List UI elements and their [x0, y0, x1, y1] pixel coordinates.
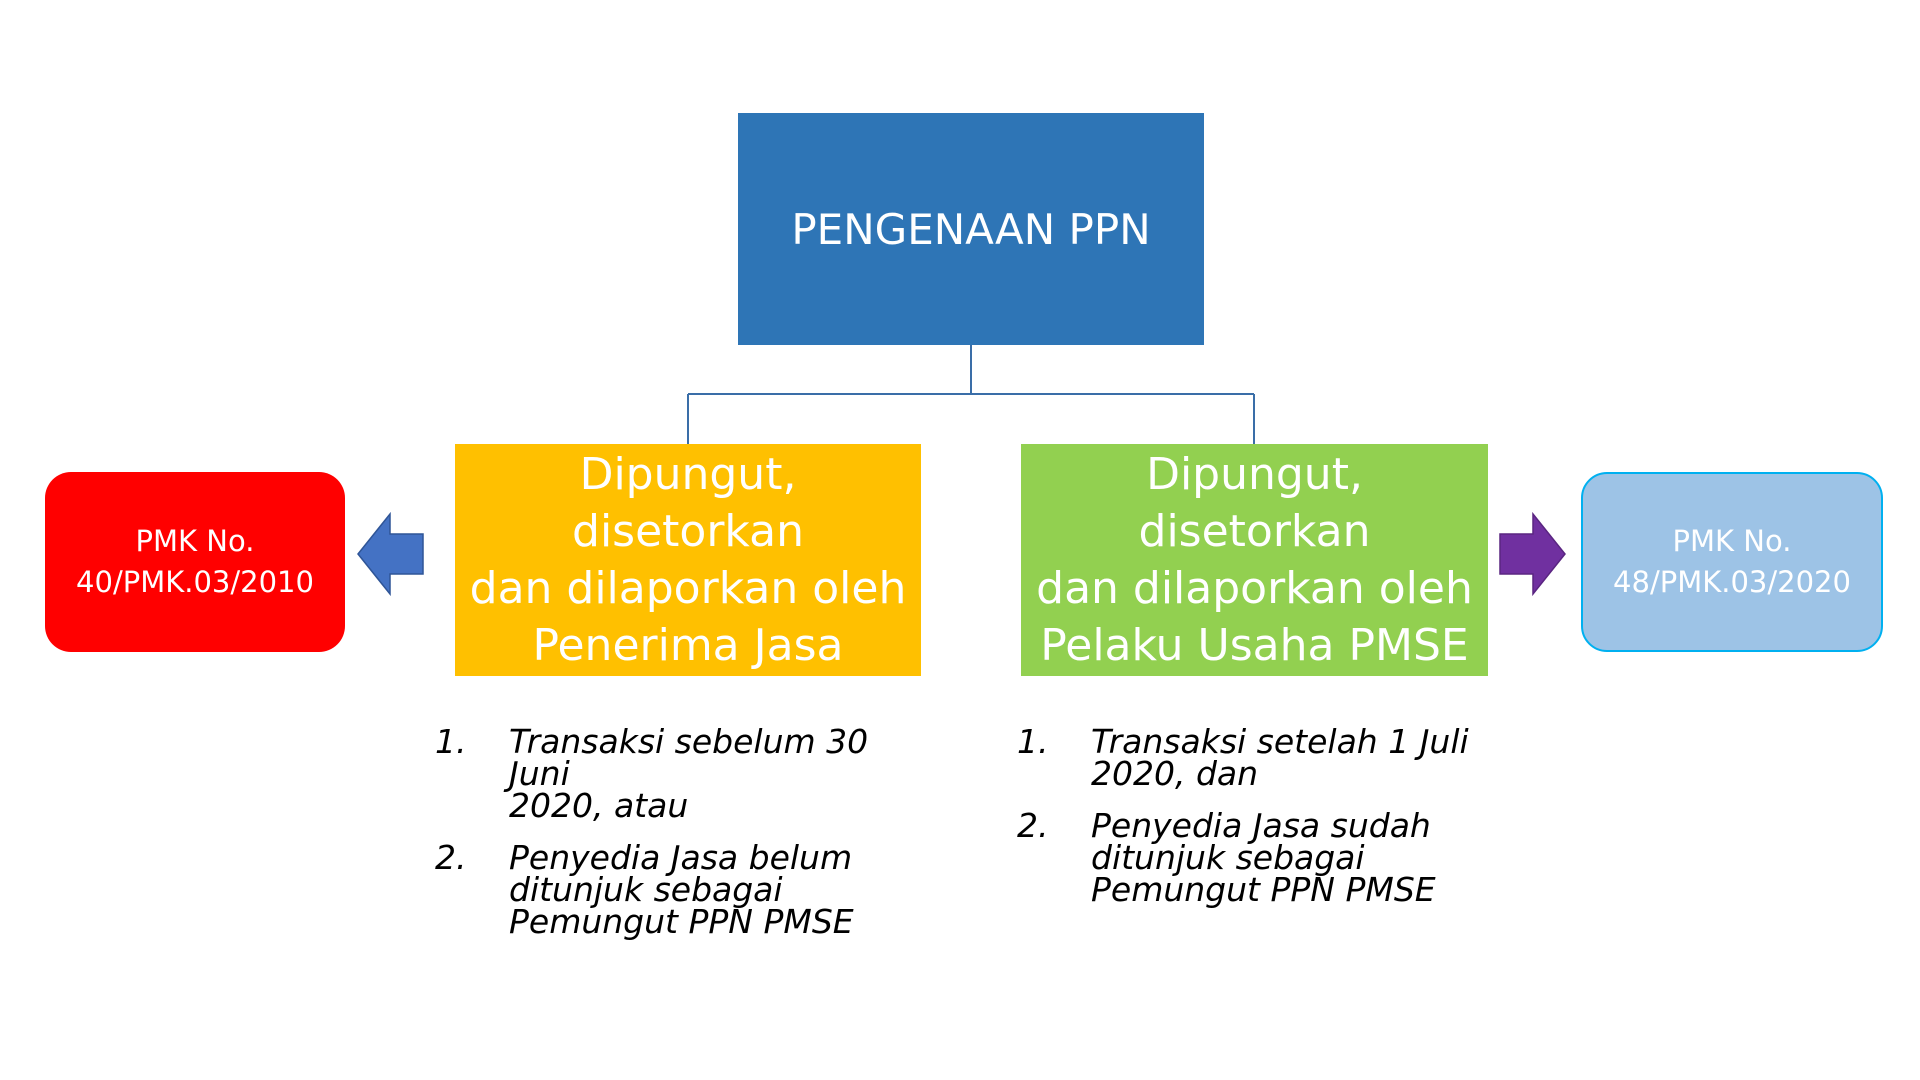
left-branch-line-3: Penerima Jasa — [532, 620, 844, 671]
list-item-text: ditunjuk sebagai — [509, 870, 783, 909]
right-reference-line-1: PMK No. — [1672, 524, 1792, 558]
list-item-text: 2020, dan — [1091, 754, 1259, 793]
left-reference-box — [45, 472, 345, 652]
list-item-text: Pemungut PPN PMSE — [1091, 870, 1436, 909]
left-reference-line-1: PMK No. — [135, 524, 255, 558]
right-branch-line-2: dan dilaporkan oleh — [1036, 563, 1473, 614]
list-item-text: Transaksi sebelum 30 Juni — [509, 722, 869, 793]
right-branch-line-1: Dipungut, disetorkan — [1138, 449, 1371, 557]
right-arrow-icon — [1500, 514, 1565, 594]
list-item-text: Transaksi setelah 1 Juli — [1091, 722, 1469, 761]
list-item-text: Pemungut PPN PMSE — [509, 902, 854, 941]
left-branch-line-2: dan dilaporkan oleh — [469, 563, 907, 614]
left-branch-line-1: Dipungut, disetorkan — [572, 449, 804, 557]
right-branch-node — [1021, 444, 1488, 676]
list-item — [435, 838, 935, 941]
list-item-number: 2. — [435, 838, 467, 877]
list-item-number: 1. — [1017, 722, 1049, 761]
list-item-text: 2020, atau — [509, 786, 689, 825]
right-conditions-list — [1017, 722, 1517, 926]
list-item-number: 2. — [1017, 806, 1049, 845]
left-conditions-list — [435, 722, 935, 958]
list-item — [1017, 806, 1517, 909]
right-reference-line-2: 48/PMK.03/2020 — [1613, 565, 1851, 599]
list-item-text: ditunjuk sebagai — [1091, 838, 1365, 877]
root-node — [738, 113, 1204, 345]
right-reference-box — [1581, 472, 1883, 652]
left-arrow-icon — [358, 514, 423, 594]
left-branch-node — [455, 444, 921, 676]
right-branch-line-3: Pelaku Usaha PMSE — [1040, 620, 1469, 671]
list-item — [1017, 722, 1517, 793]
left-reference-line-2: 40/PMK.03/2010 — [76, 565, 314, 599]
list-item — [435, 722, 935, 825]
root-node-label: PENGENAAN PPN — [791, 204, 1151, 254]
list-item-text: Penyedia Jasa sudah — [1091, 806, 1431, 845]
list-item-number: 1. — [435, 722, 467, 761]
list-item-text: Penyedia Jasa belum — [509, 838, 853, 877]
